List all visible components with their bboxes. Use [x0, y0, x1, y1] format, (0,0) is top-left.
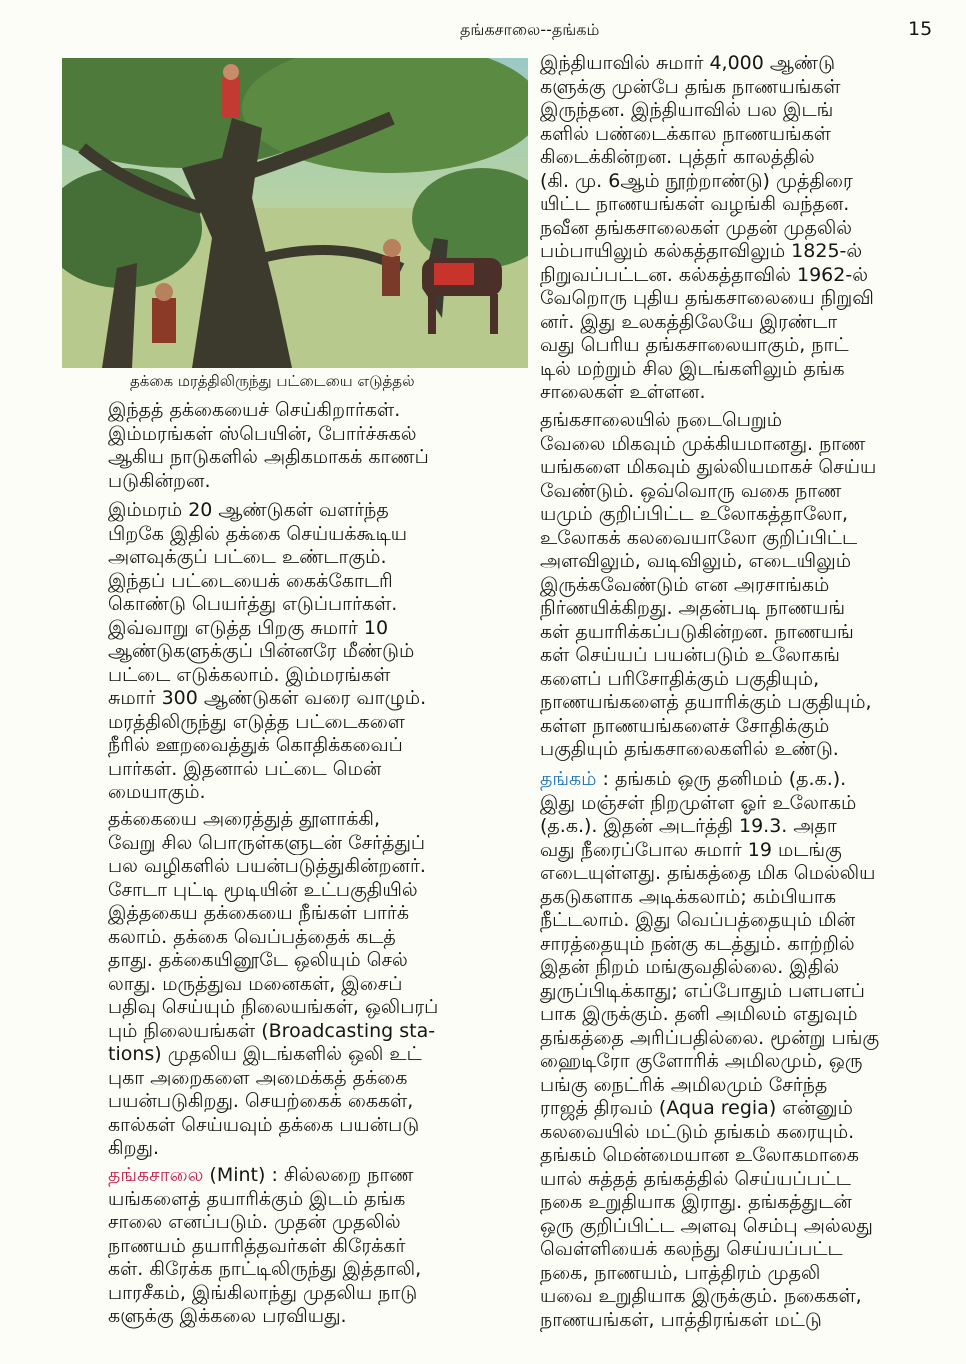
- paragraph-cork-countries: இந்தத் தக்கையைச் செய்கிறார்கள். இம்மரங்கள் ஸ்பெயின், போர்ச்சுகல் ஆகிய நாடுகளில் அதிகமாகக் காணப் படுகின்றன.: [108, 399, 429, 492]
- paragraph-mint-work: தங்கசாலையில் நடைபெறும் வேலை மிகவும் முக்கியமானது. நாண யங்களை மிகவும் துல்லியமாகச் செய்ய வேண்டும். ஒவ்வொரு வகை நாண யமும் குறிப்பிட்ட உலோகத்தாலோ, உலோகக் கலவையாலோ குறிப்பிட்ட அளவிலும், வடிவிலும், எடையிலும் இருக்கவேண்டும் என அரசாங்கம் நிர்ணயிக்கிறது. அதன்படி நாணயங் கள் தயாரிக்கப்படுகின்றன. நாணயங் கள் செய்யப் பயன்படும் உலோகங் களைப் பரிசோதிக்கும் பகுதியும், நாணயங்களைத் தயாரிக்கும் பகுதியும், கள்ள நாணயங்களைச் சோதிக்கும் பகுதியும் தங்கசாலைகளில் உண்டு.: [540, 409, 877, 760]
- paragraph-india-coins: இந்தியாவில் சுமார் 4,000 ஆண்டு களுக்கு முன்பே தங்க நாணயங்கள் இருந்தன. இந்தியாவில் பல இடங் களில் பண்டைக்கால நாணயங்கள் கிடைக்கின்றன. புத்தர் காலத்தில் (கி. மு. 6ஆம் நூற்றாண்டு) முத்திரை யிட்ட நாணயங்கள் வழங்கி வந்தன. நவீன தங்கசாலைகள் முதன் முதலில் பம்பாயிலும் கல்கத்தாவிலும் 1825-ல் நிறுவப்பட்டன. கல்கத்தாவில் 1962-ல் வேறொரு புதிய தங்கசாலையை நிறுவி னர். இது உலகத்திலேயே இரண்டா வது பெரிய தங்கசாலையாகும், நாட் டில் மற்றும் சில இடங்களிலும் தங்க சாலைகள் உள்ளன.: [540, 52, 874, 403]
- gold-heading: தங்கம்: [540, 768, 597, 790]
- paragraph-gold: தங்கம் : தங்கம் ஒரு தனிமம் (த.க.). இது மஞ்சள் நிறமுள்ள ஓர் உலோகம் (த.க.). இதன் அடர்த்தி 19.3. அதா வது நீரைப்போல சுமார் 19 மடங்கு எடையுள்ளது. தங்கத்தை மிக மெல்லிய தகடுகளாக அடிக்கலாம்; கம்பியாக நீட்டலாம். இது வெப்பத்தையும் மின் சாரத்தையும் நன்கு கடத்தும். காற்றில் இதன் நிறம் மங்குவதில்லை. இதில் துருப்பிடிக்காது; எப்போதும் பளபளப் பாக இருக்கும். தனி அமிலம் எதுவும் தங்கத்தை அரிப்பதில்லை. மூன்று பங்கு ஹைடிரோ குளோரிக் அமிலமும், ஒரு பங்கு நைட்ரிக் அமிலமும் சேர்ந்த ராஜத் திரவம் (Aqua regia) என்னும் கலவையில் மட்டும் தங்கம் கரையும். தங்கம் மென்மையான உலோகமாகை யால் சுத்தத் தங்கத்தில் செய்யப்பட்ட நகை உறுதியாக இராது. தங்கத்துடன் ஒரு குறிப்பிட்ட அளவு செம்பு அல்லது வெள்ளியைக் கலந்து செய்யப்பட்ட நகை, நாணயம், பாத்திரம் முதலி யவை உறுதியாக இருக்கும். நகைகள், நாணயங்கள், பாத்திரங்கள் மட்டு: [540, 768, 880, 1331]
- paragraph-cork-uses: தக்கையை அரைத்துத் தூளாக்கி, வேறு சில பொருள்களுடன் சேர்த்துப் பல வழிகளில் பயன்படுத்துகின்றனர். சோடா புட்டி மூடியின் உட்பகுதியில் இத்தகைய தக்கையை நீங்கள் பார்க் கலாம். தக்கை வெப்பத்தைக் கடத் தாது. தக்கையினூடே ஒலியும் செல் லாது. மருத்துவ மனைகள், இசைப் பதிவு செய்யும் நிலையங்கள், ஒலிபரப் பும் நிலையங்கள் (Broadcasting sta- tions) முதலிய இடங்களில் ஒலி உட் புகா அறைகளை அமைக்கத் தக்கை பயன்படுகிறது. செயற்கைக் கைகள், கால்கள் செய்யவும் தக்கை பயன்படு கிறது.: [108, 808, 439, 1159]
- running-title: தங்கசாலை--தங்கம்: [460, 20, 600, 39]
- page-header: [0, 18, 966, 42]
- mint-heading: தங்கசாலை: [108, 1164, 204, 1186]
- cork-tree-painting: [62, 58, 528, 368]
- paragraph-mint-intro: தங்கசாலை (Mint) : சில்லறை நாண யங்களைத் தயாரிக்கும் இடம் தங்க சாலை எனப்படும். முதன் முதலில் நாணயம் தயாரித்தவர்கள் கிரேக்கர் கள். கிரேக்க நாட்டிலிருந்து இத்தாலி, பாரசீகம், இங்கிலாந்து முதலிய நாடு களுக்கு இக்கலை பரவியது.: [108, 1164, 422, 1327]
- cork-harvest-illustration: [62, 58, 528, 368]
- figure-caption: தக்கை மரத்திலிருந்து பட்டையை எடுத்தல்: [130, 372, 415, 390]
- page-number: 15: [908, 18, 933, 40]
- paragraph-cork-growth: இம்மரம் 20 ஆண்டுகள் வளர்ந்த பிறகே இதில் தக்கை செய்யக்கூடிய அளவுக்குப் பட்டை உண்டாகும். இந்தப் பட்டையைக் கைக்கோடரி கொண்டு பெயர்த்து எடுப்பார்கள். இவ்வாறு எடுத்த பிறகு சுமார் 10 ஆண்டுகளுக்குப் பின்னரே மீண்டும் பட்டை எடுக்கலாம். இம்மரங்கள் சுமார் 300 ஆண்டுகள் வரை வாழும். மரத்திலிருந்து எடுத்த பட்டைகளை நீரில் ஊறவைத்துக் கொதிக்கவைப் பார்கள். இதனால் பட்டை மென் மையாகும்.: [108, 499, 427, 803]
